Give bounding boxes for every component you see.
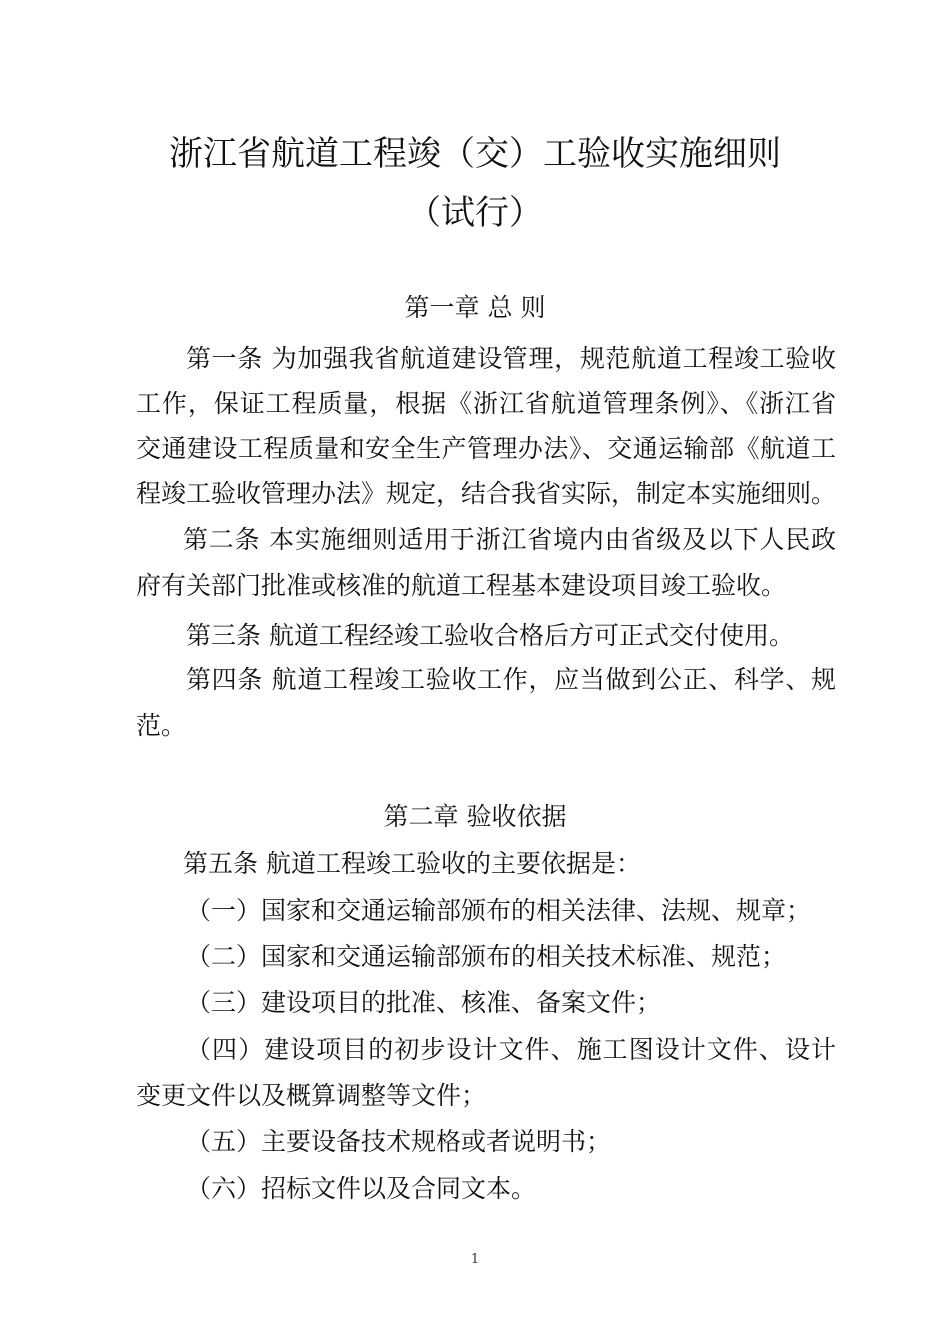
list-item-1: （一）国家和交通运输部颁布的相关法律、法规、规章； bbox=[186, 896, 812, 925]
list-item-4-line-1: （四）建设项目的初步设计文件、施工图设计文件、设计 bbox=[186, 1035, 836, 1064]
article-1-line-2: 工作，保证工程质量，根据《浙江省航道管理条例》、《浙江省 bbox=[136, 389, 836, 418]
chapter-2-heading: 第二章 验收依据 bbox=[383, 802, 567, 831]
document-subtitle: （试行） bbox=[407, 193, 543, 233]
article-3-line-1: 第三条 航道工程经竣工验收合格后方可正式交付使用。 bbox=[186, 621, 794, 650]
chapter-1-heading: 第一章 总 则 bbox=[404, 293, 546, 322]
list-item-2: （二）国家和交通运输部颁布的相关技术标准、规范； bbox=[186, 942, 787, 971]
article-2-line-1: 第二条 本实施细则适用于浙江省境内由省级及以下人民政 bbox=[183, 525, 836, 554]
list-item-4-line-2: 变更文件以及概算调整等文件； bbox=[136, 1081, 487, 1110]
document-title: 浙江省航道工程竣（交）工验收实施细则 bbox=[169, 134, 781, 174]
list-item-6: （六）招标文件以及合同文本。 bbox=[186, 1174, 537, 1203]
article-1-line-4: 程竣工验收管理办法》规定，结合我省实际，制定本实施细则。 bbox=[136, 479, 837, 508]
article-5-line-1: 第五条 航道工程竣工验收的主要依据是： bbox=[183, 849, 641, 878]
list-item-3: （三）建设项目的批准、核准、备案文件； bbox=[186, 988, 662, 1017]
article-1-line-3: 交通建设工程质量和安全生产管理办法》、交通运输部《航道工 bbox=[136, 434, 836, 463]
article-4-line-2: 范。 bbox=[136, 711, 187, 740]
page-number: 1 bbox=[470, 1252, 480, 1267]
article-1-line-1: 第一条 为加强我省航道建设管理，规范航道工程竣工验收 bbox=[186, 344, 836, 373]
article-2-line-2: 府有关部门批准或核准的航道工程基本建设项目竣工验收。 bbox=[136, 571, 787, 600]
list-item-5: （五）主要设备技术规格或者说明书； bbox=[186, 1127, 612, 1156]
article-4-line-1: 第四条 航道工程竣工验收工作，应当做到公正、科学、规 bbox=[186, 665, 836, 694]
